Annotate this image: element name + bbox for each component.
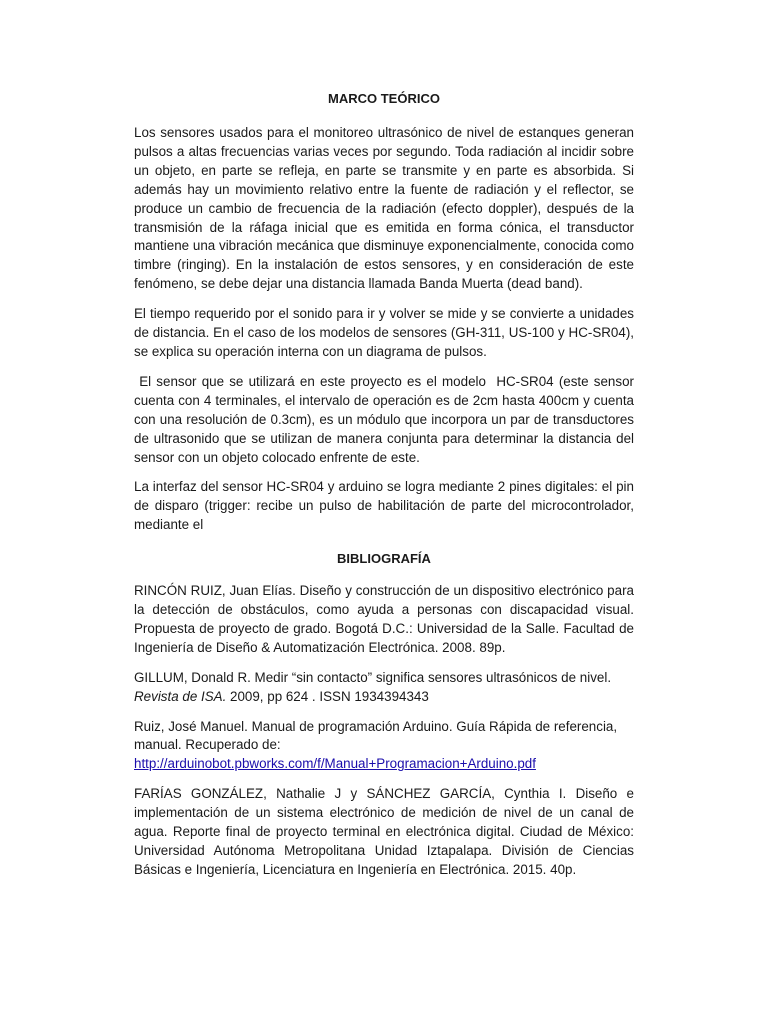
reference-2-journal: Revista de ISA. [134,688,227,704]
reference-2 [134,669,634,707]
paragraph-3: El sensor que se utilizará en este proyecto es el modelo HC-SR04 (este sensor cuenta con 4 terminales, el intervalo de operación es de 2cm hasta 400cm y cuenta con una resolución de 0.3cm), es un módulo que incorpora un par de transductores de ultrasonido que se utilizan de manera conjunta para determinar la distancia del sensor con un objeto colocado enfrente de este. [134,373,638,465]
reference-3-text: Ruiz, José Manuel. Manual de programación Arduino. Guía Rápida de referencia, manual. Recuperado de: [134,718,618,753]
reference-1: RINCÓN RUIZ, Juan Elías. Diseño y construcción de un dispositivo electrónico para la detección de obstáculos, como ayuda a personas con discapacidad visual. Propuesta de proyecto de grado. Bogotá D.C.: Universidad de la Salle. Facultad de Ingeniería de Diseño & Automatización Electrónica. 2008. 89p. [134,583,634,655]
reference-3 [134,718,634,775]
document-page [134,89,638,891]
section-title-marco-teorico: MARCO TEÓRICO [328,91,440,106]
reference-4: FARÍAS GONZÁLEZ, Nathalie J y SÁNCHEZ GARCÍA, Cynthia I. Diseño e implementación de un sistema electrónico de medición de nivel de un canal de agua. Reporte final de proyecto terminal en electrónica digital. Ciudad de México: Universidad Autónoma Metropolitana Unidad Iztapalapa. División de Ciencias Básicas e Ingeniería, Licenciatura en Ingeniería en Electrónica. 2015. 40p. [134,786,634,877]
reference-2-text: GILLUM, Donald R. Medir “sin contacto” significa sensores ultrasónicos de nivel. [134,669,612,685]
section-title-bibliografia: BIBLIOGRAFÍA [337,551,431,567]
paragraph-1: Los sensores usados para el monitoreo ultrasónico de nivel de estanques generan pulsos a altas frecuencias varias veces por segundo. Toda radiación al incidir sobre un objeto, en parte se refleja, en parte se transmite y en parte es absorbida. Si además hay un movimiento relativo entre la fuente de radiación y el reflector, se produce un cambio de frecuencia de la radiación (efecto doppler), después de la transmisión de la ráfaga inicial que es emitida en forma cónica, el transductor mantiene una vibración mecánica que disminuye exponencialmente, conocida como timbre (ringing). En la instalación de estos sensores, y en consideración de este fenómeno, se debe dejar una distancia llamada Banda Muerta (dead band). [134,125,634,292]
reference-3-link[interactable]: http://arduinobot.pbworks.com/f/Manual+Programacion+Arduino.pdf [134,756,536,772]
paragraph-4: La interfaz del sensor HC-SR04 y arduino se logra mediante 2 pines digitales: el pin de disparo (trigger: recibe un pulso de habilitación de parte del microcontrolador, mediante el [134,479,634,533]
paragraph-2: El tiempo requerido por el sonido para ir y volver se mide y se convierte a unidades de distancia. En el caso de los modelos de sensores (GH-311, US-100 y HC-SR04), se explica su operación interna con un diagrama de pulsos. [134,306,634,359]
reference-2-details: 2009, pp 624 . ISSN 1934394343 [226,688,429,704]
